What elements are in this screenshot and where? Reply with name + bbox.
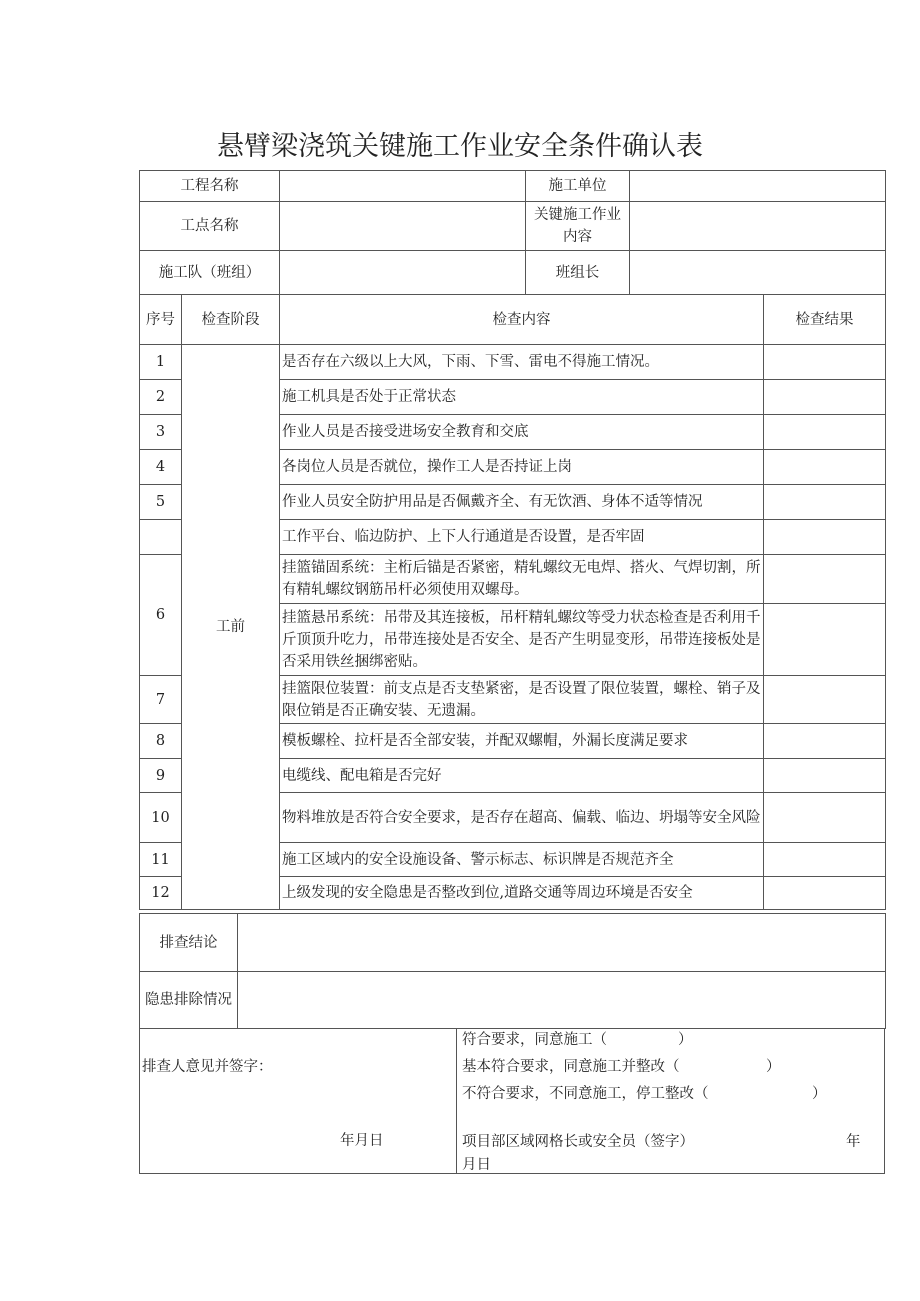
conclusion-table (139, 913, 886, 1029)
option-approve[interactable]: 符合要求，同意施工（ (462, 1032, 607, 1048)
row-result[interactable] (764, 676, 886, 724)
sign-year: 年 (846, 1134, 861, 1150)
row-no: 7 (140, 676, 182, 724)
row-no: 3 (140, 415, 182, 450)
row-result[interactable] (764, 345, 886, 380)
stage-cell: 工前 (182, 345, 280, 910)
inspector-opinion[interactable] (140, 1029, 457, 1173)
row-content: 电缆线、配电箱是否完好 (280, 759, 764, 793)
sign-month-day: 月日 (462, 1157, 491, 1173)
row-content: 作业人员安全防护用品是否佩戴齐全、有无饮酒、身体不适等情况 (280, 485, 764, 520)
row-result[interactable] (764, 724, 886, 759)
row-result[interactable] (764, 843, 886, 877)
row-no: 2 (140, 380, 182, 415)
hazard-field[interactable] (238, 972, 886, 1029)
safety-officer-sign-label: 项目部区域网格长或安全员（签字） (462, 1134, 694, 1150)
row-no: 4 (140, 450, 182, 485)
construction-unit-field[interactable] (630, 171, 886, 202)
row-content: 物料堆放是否符合安全要求，是否存在超高、偏载、临边、坍塌等安全风险 (280, 793, 764, 843)
option-approve-with-fix-close: ） (766, 1059, 781, 1075)
inspector-date: 年月日 (340, 1133, 384, 1149)
inspector-opinion-label: 排查人意见并签字： (142, 1059, 273, 1075)
option-reject[interactable]: 不符合要求，不同意施工，停工整改（ (462, 1086, 709, 1102)
row-no: 8 (140, 724, 182, 759)
row-no: 5 (140, 485, 182, 520)
row-no (140, 520, 182, 555)
project-name-label: 工程名称 (140, 171, 280, 202)
option-approve-with-fix[interactable]: 基本符合要求，同意施工并整改（ (462, 1059, 680, 1075)
key-work-field[interactable] (630, 202, 886, 251)
row-result[interactable] (764, 793, 886, 843)
row-no: 10 (140, 793, 182, 843)
row-result[interactable] (764, 415, 886, 450)
option-reject-close: ） (812, 1086, 827, 1102)
row-content: 施工机具是否处于正常状态 (280, 380, 764, 415)
col-no-header: 序号 (140, 295, 182, 345)
hazard-label: 隐患排除情况 (140, 972, 238, 1029)
check-table (139, 170, 886, 910)
row-no: 1 (140, 345, 182, 380)
row-result[interactable] (764, 877, 886, 910)
row-content: 挂篮锚固系统：主桁后锚是否紧密，精轧螺纹无电焊、搭火、气焊切割，所有精轧螺纹钢筋吊杆必须使用双螺母。 (280, 555, 764, 604)
row-content: 模板螺栓、拉杆是否全部安装，并配双螺帽，外漏长度满足要求 (280, 724, 764, 759)
row-no: 12 (140, 877, 182, 910)
col-result-header: 检查结果 (764, 295, 886, 345)
work-point-field[interactable] (280, 202, 526, 251)
row-result[interactable] (764, 380, 886, 415)
row-result[interactable] (764, 604, 886, 676)
row-content: 作业人员是否接受进场安全教育和交底 (280, 415, 764, 450)
team-leader-field[interactable] (630, 251, 886, 295)
construction-unit-label: 施工单位 (526, 171, 630, 202)
row-result[interactable] (764, 520, 886, 555)
key-work-label: 关键施工作业内容 (526, 202, 630, 251)
row-no: 9 (140, 759, 182, 793)
col-content-header: 检查内容 (280, 295, 764, 345)
col-stage-header: 检查阶段 (182, 295, 280, 345)
row-content: 挂篮限位装置：前支点是否支垫紧密，是否设置了限位装置，螺栓、销子及限位销是否正确安装、无遗漏。 (280, 676, 764, 724)
row-content: 工作平台、临边防护、上下人行通道是否设置，是否牢固 (280, 520, 764, 555)
row-result[interactable] (764, 759, 886, 793)
row-content: 施工区域内的安全设施设备、警示标志、标识牌是否规范齐全 (280, 843, 764, 877)
team-label: 施工队（班组） (140, 251, 280, 295)
page-title: 悬臂梁浇筑关键施工作业安全条件确认表 (217, 131, 703, 162)
row-content: 上级发现的安全隐患是否整改到位,道路交通等周边环境是否安全 (280, 877, 764, 910)
team-leader-label: 班组长 (526, 251, 630, 295)
opinion-section (139, 1028, 885, 1174)
option-approve-close: ） (678, 1032, 693, 1048)
row-result[interactable] (764, 485, 886, 520)
conclusion-field[interactable] (238, 914, 886, 972)
row-result[interactable] (764, 450, 886, 485)
row-content: 挂篮悬吊系统：吊带及其连接板，吊杆精轧螺纹等受力状态检查是否利用千斤顶顶升吃力，吊带连接处是否安全、是否产生明显变形，吊带连接板处是否采用铁丝捆绑密贴。 (280, 604, 764, 676)
row-result[interactable] (764, 555, 886, 604)
approval-options (460, 1029, 884, 1173)
row-content: 各岗位人员是否就位，操作工人是否持证上岗 (280, 450, 764, 485)
project-name-field[interactable] (280, 171, 526, 202)
team-field[interactable] (280, 251, 526, 295)
work-point-label: 工点名称 (140, 202, 280, 251)
row-no: 11 (140, 843, 182, 877)
row-content: 是否存在六级以上大风，下雨、下雪、雷电不得施工情况。 (280, 345, 764, 380)
conclusion-label: 排查结论 (140, 914, 238, 972)
row-no: 6 (140, 555, 182, 676)
